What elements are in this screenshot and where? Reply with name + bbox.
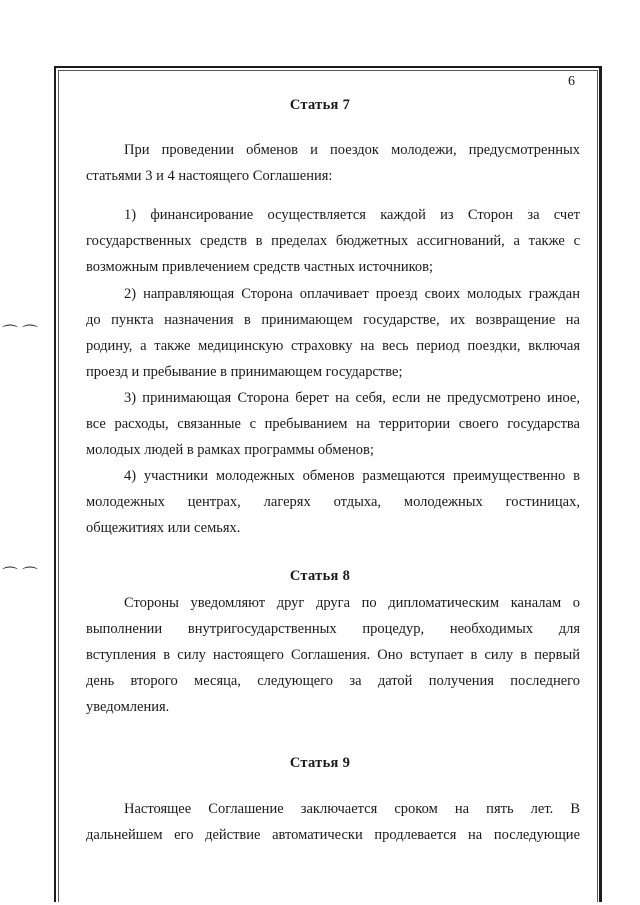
- paragraph-line: 3) принимающая Сторона берет на себя, если не предусмотрено иное,: [124, 390, 580, 406]
- paragraph-line: выполнении внутригосударственных процедур, необходимых для: [86, 621, 580, 637]
- paragraph-line: общежитиях или семьях.: [86, 520, 241, 536]
- paragraph-line: статьями 3 и 4 настоящего Соглашения:: [86, 168, 333, 184]
- page-border-inner: [58, 70, 598, 902]
- paragraph-line: до пункта назначения в принимающем государстве, их возвращение на: [86, 312, 580, 328]
- paragraph-line: 1) финансирование осуществляется каждой из Сторон за счет: [124, 207, 580, 223]
- paragraph-line: Стороны уведомляют друг друга по дипломатическим каналам о: [124, 595, 580, 611]
- paragraph-line: вступления в силу настоящего Соглашения. Оно вступает в силу в первый: [86, 647, 580, 663]
- paragraph-line: 4) участники молодежных обменов размещаются преимущественно в: [124, 468, 580, 484]
- paragraph-line: молодых людей в рамках программы обменов;: [86, 442, 374, 458]
- paragraph-line: молодежных центрах, лагерях отдыха, молодежных гостиницах,: [86, 494, 580, 510]
- paragraph-line: проезд и пребывание в принимающем государстве;: [86, 364, 403, 380]
- paragraph-line: Настоящее Соглашение заключается сроком на пять лет. В: [124, 801, 580, 817]
- binding-hole-mark: ⌒ ⌒: [2, 567, 39, 584]
- paragraph-line: родину, а также медицинскую страховку на весь период поездки, включая: [86, 338, 580, 354]
- paragraph-line: 2) направляющая Сторона оплачивает проезд своих молодых граждан: [124, 286, 580, 302]
- paragraph-line: возможным привлечением средств частных источников;: [86, 259, 434, 275]
- paragraph-line: уведомления.: [86, 699, 170, 715]
- paragraph-line: При проведении обменов и поездок молодежи, предусмотренных: [124, 142, 580, 158]
- paragraph-line: государственных средств в пределах бюджетных ассигнований, а также с: [86, 233, 580, 249]
- page-number: 6: [568, 74, 575, 89]
- paragraph-line: день второго месяца, следующего за датой получения последнего: [86, 673, 580, 689]
- paragraph-line: дальнейшем его действие автоматически продлевается на последующие: [86, 827, 580, 843]
- article-8-title: Статья 8: [289, 568, 351, 584]
- article-9-title: Статья 9: [289, 755, 351, 771]
- paragraph-line: все расходы, связанные с пребыванием на территории своего государства: [86, 416, 580, 432]
- article-7-title: Статья 7: [289, 97, 351, 113]
- binding-hole-mark: ⌒ ⌒: [2, 325, 39, 342]
